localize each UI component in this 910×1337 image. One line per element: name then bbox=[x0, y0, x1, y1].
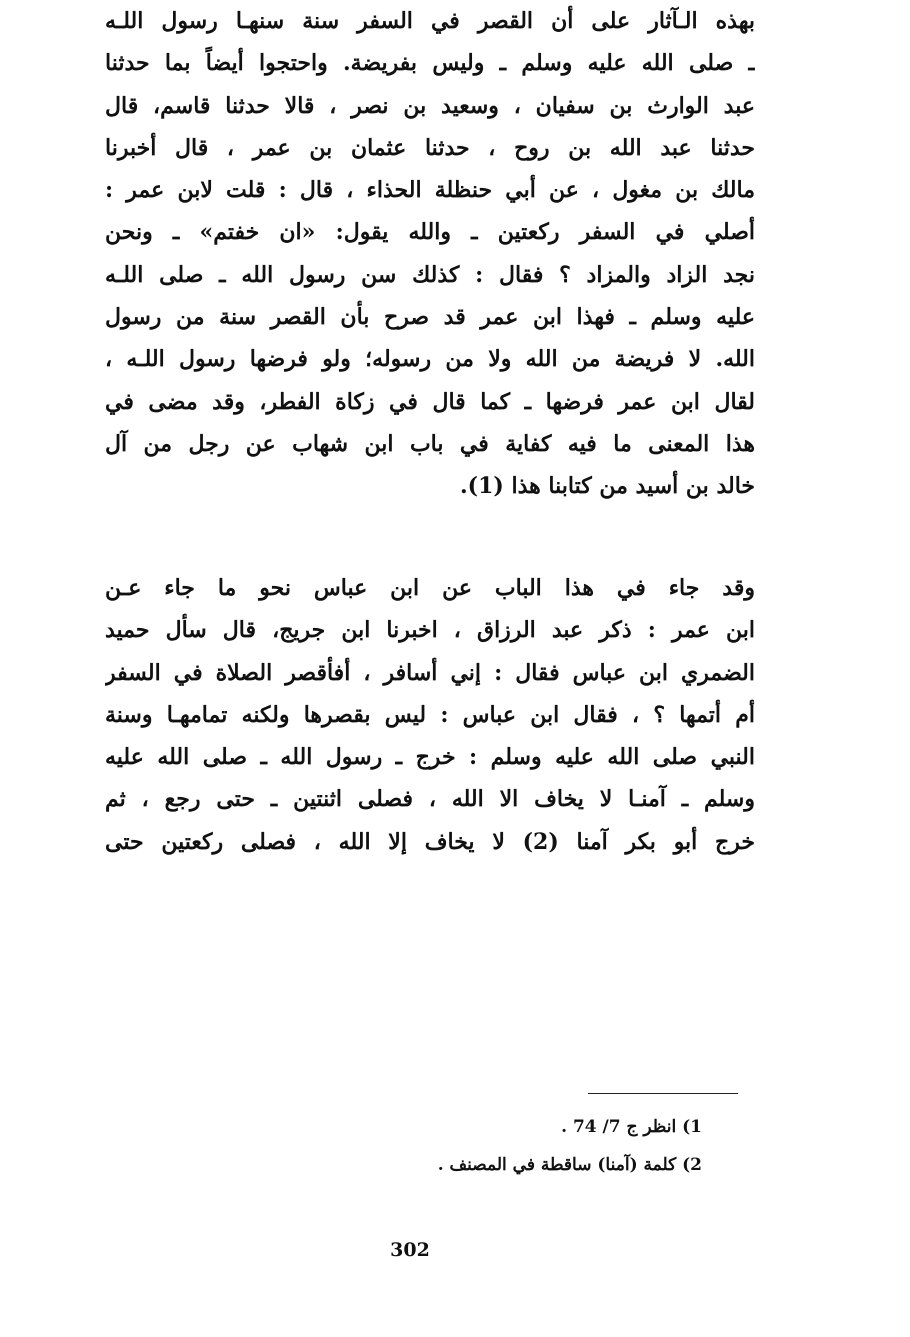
text-line: نجد الزاد والمزاد ؟ فقال : كذلك سن رسول الله ـ صلى اللـه bbox=[105, 261, 755, 288]
body-paragraph-2 bbox=[105, 567, 755, 863]
text-line: خرج أبو بكر آمنا (2) لا يخاف إلا الله ، فصلى ركعتين حتى bbox=[105, 828, 755, 855]
text-line: أصلي في السفر ركعتين ـ والله يقول: «ان خفتم» ـ ونحن bbox=[105, 219, 755, 246]
text-line: ابن عمر : ذكر عبد الرزاق ، اخبرنا ابن جريج، قال سأل حميد bbox=[105, 617, 755, 644]
text-line: خالد بن أسيد من كتابنا هذا (1). bbox=[460, 473, 755, 500]
text-line: الله. لا فريضة من الله ولا من رسوله؛ ولو فرضها رسول اللـه ، bbox=[105, 346, 755, 373]
footnote-divider bbox=[588, 1093, 738, 1094]
footnotes bbox=[300, 1108, 702, 1184]
footnote-1: 1) انظر ج 7/ 74 . bbox=[561, 1117, 702, 1137]
text-line: هذا المعنى ما فيه كفاية في باب ابن شهاب عن رجل من آل bbox=[105, 430, 755, 457]
text-line: مالك بن مغول ، عن أبي حنظلة الحذاء ، قال : قلت لابن عمر : bbox=[105, 177, 755, 204]
page-number: 302 bbox=[390, 1239, 430, 1261]
body-paragraph-1 bbox=[105, 0, 755, 508]
text-line: الضمري ابن عباس فقال : إني أسافر ، أفأقصر الصلاة في السفر bbox=[105, 659, 755, 686]
text-line: أم أتمها ؟ ، فقال ابن عباس : ليس بقصرها ولكنه تمامهـا وسنة bbox=[105, 701, 755, 728]
text-line: وقد جاء في هذا الباب عن ابن عباس نحو ما جاء عـن bbox=[105, 575, 755, 601]
text-line: لقال ابن عمر فرضها ـ كما قال في زكاة الفطر، وقد مضى في bbox=[105, 388, 755, 415]
text-line: بهذه الـآثار على أن القصر في السفر سنة سنهـا رسول اللـه bbox=[105, 8, 755, 34]
text-line: وسلم ـ آمنـا لا يخاف الا الله ، فصلى اثنتين ـ حتى رجع ، ثم bbox=[105, 786, 755, 813]
text-line: حدثنا عبد الله بن روح ، حدثنا عثمان بن عمر ، قال أخبرنا bbox=[105, 134, 755, 161]
footnote-2: 2) كلمة (آمنا) ساقطة في المصنف . bbox=[437, 1155, 702, 1175]
text-line: عبد الوارث بن سفيان ، وسعيد بن نصر ، قالا حدثنا قاسم، قال bbox=[105, 92, 755, 119]
text-line: ـ صلى الله عليه وسلم ـ وليس بفريضة. واحتجوا أيضاً بما حدثنا bbox=[105, 50, 755, 77]
text-line: النبي صلى الله عليه وسلم : خرج ـ رسول الله ـ صلى الله عليه bbox=[105, 744, 755, 771]
text-line: عليه وسلم ـ فهذا ابن عمر قد صرح بأن القصر سنة من رسول bbox=[105, 304, 755, 331]
